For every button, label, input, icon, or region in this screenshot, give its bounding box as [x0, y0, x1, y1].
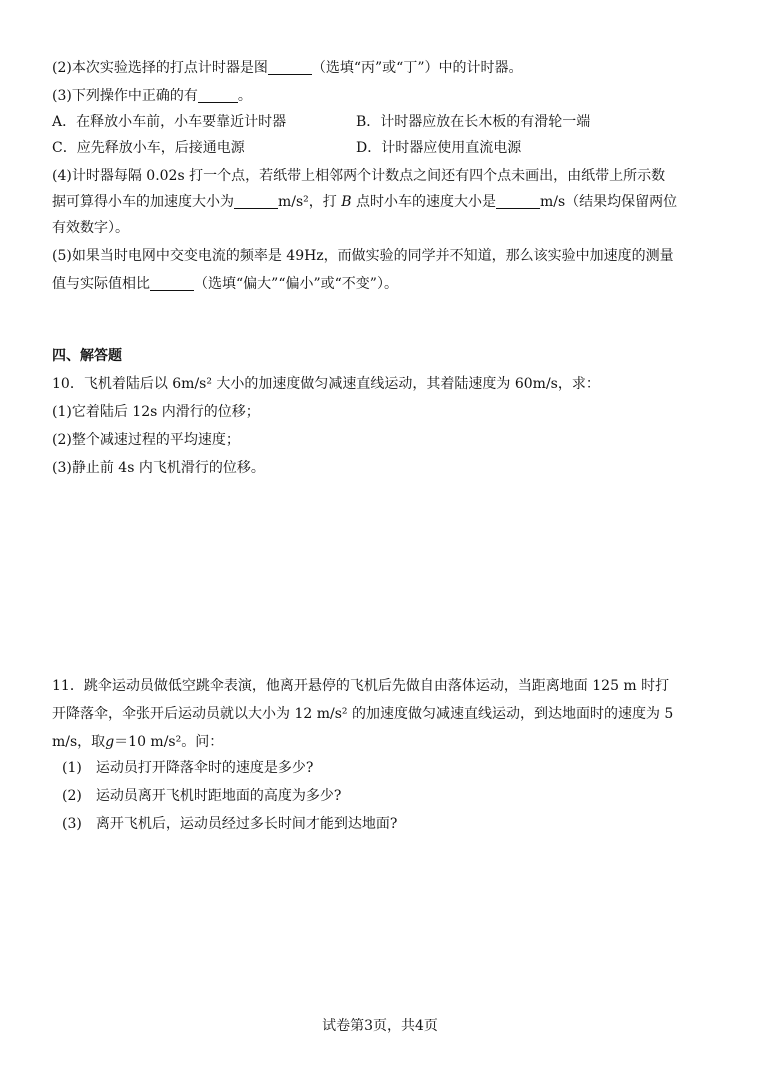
answer-blank[interactable] — [496, 194, 540, 209]
q9-part5-line1: (5)如果当时电网中交变电流的频率是 49Hz，而做实验的同学并不知道，那么该实验中加速度的测量 — [52, 248, 674, 264]
answer-blank[interactable] — [198, 88, 238, 103]
q10-sub1: (1)它着陆后 12s 内滑行的位移； — [52, 404, 260, 420]
q11-stem-line3: m/s，取g＝10 m/s²。问： — [52, 734, 224, 750]
answer-blank[interactable] — [234, 194, 278, 209]
q9-part3: (3)下列操作中正确的有 。 — [52, 88, 252, 104]
q10-stem: 10．飞机着陆后以 6m/s² 大小的加速度做匀减速直线运动，其着陆速度为 60m/s，求： — [52, 376, 600, 392]
q9-option-b: B．计时器应放在长木板的有滑轮一端 — [356, 114, 591, 130]
q9-part5-line2: 值与实际值相比 （选填“偏大”“偏小”或“不变”）。 — [52, 276, 398, 292]
q9-option-c: C．应先释放小车，后接通电源 — [52, 140, 245, 156]
q11-sub2: (2) 运动员离开飞机时距地面的高度为多少? — [62, 788, 342, 804]
answer-blank[interactable] — [150, 276, 194, 291]
q9-part4-line1: (4)计时器每隔 0.02s 打一个点，若纸带上相邻两个计数点之间还有四个点未画出，由纸带上所示数 — [52, 168, 666, 184]
q11-stem-line2: 开降落伞，伞张开后运动员就以大小为 12 m/s² 的加速度做匀减速直线运动，到达地面时的速度为 5 — [52, 706, 674, 722]
q9-option-d: D．计时器应使用直流电源 — [356, 140, 522, 156]
q11-stem-line1: 11．跳伞运动员做低空跳伞表演，他离开悬停的飞机后先做自由落体运动，当距离地面 125 m 时打 — [52, 678, 670, 694]
q9-option-a: A．在释放小车前，小车要靠近计时器 — [52, 114, 287, 130]
q9-part4-line3: 有效数字）。 — [52, 220, 129, 236]
section-heading: 四、解答题 — [52, 348, 122, 364]
page-footer: 试卷第3页，共4页 — [322, 1018, 438, 1034]
q9-part2: (2)本次实验选择的打点计时器是图 （选填“丙”或“丁”）中的计时器。 — [52, 60, 523, 76]
q9-part4-line2: 据可算得小车的加速度大小为 m/s²，打 B 点时小车的速度大小是 m/s（结果均保留两位 — [52, 194, 678, 210]
q10-sub3: (3)静止前 4s 内飞机滑行的位移。 — [52, 460, 265, 476]
q11-sub1: (1) 运动员打开降落伞时的速度是多少? — [62, 760, 314, 776]
q11-sub3: (3) 离开飞机后，运动员经过多长时间才能到达地面? — [62, 816, 398, 832]
answer-blank[interactable] — [268, 60, 312, 75]
q10-sub2: (2)整个减速过程的平均速度； — [52, 432, 240, 448]
